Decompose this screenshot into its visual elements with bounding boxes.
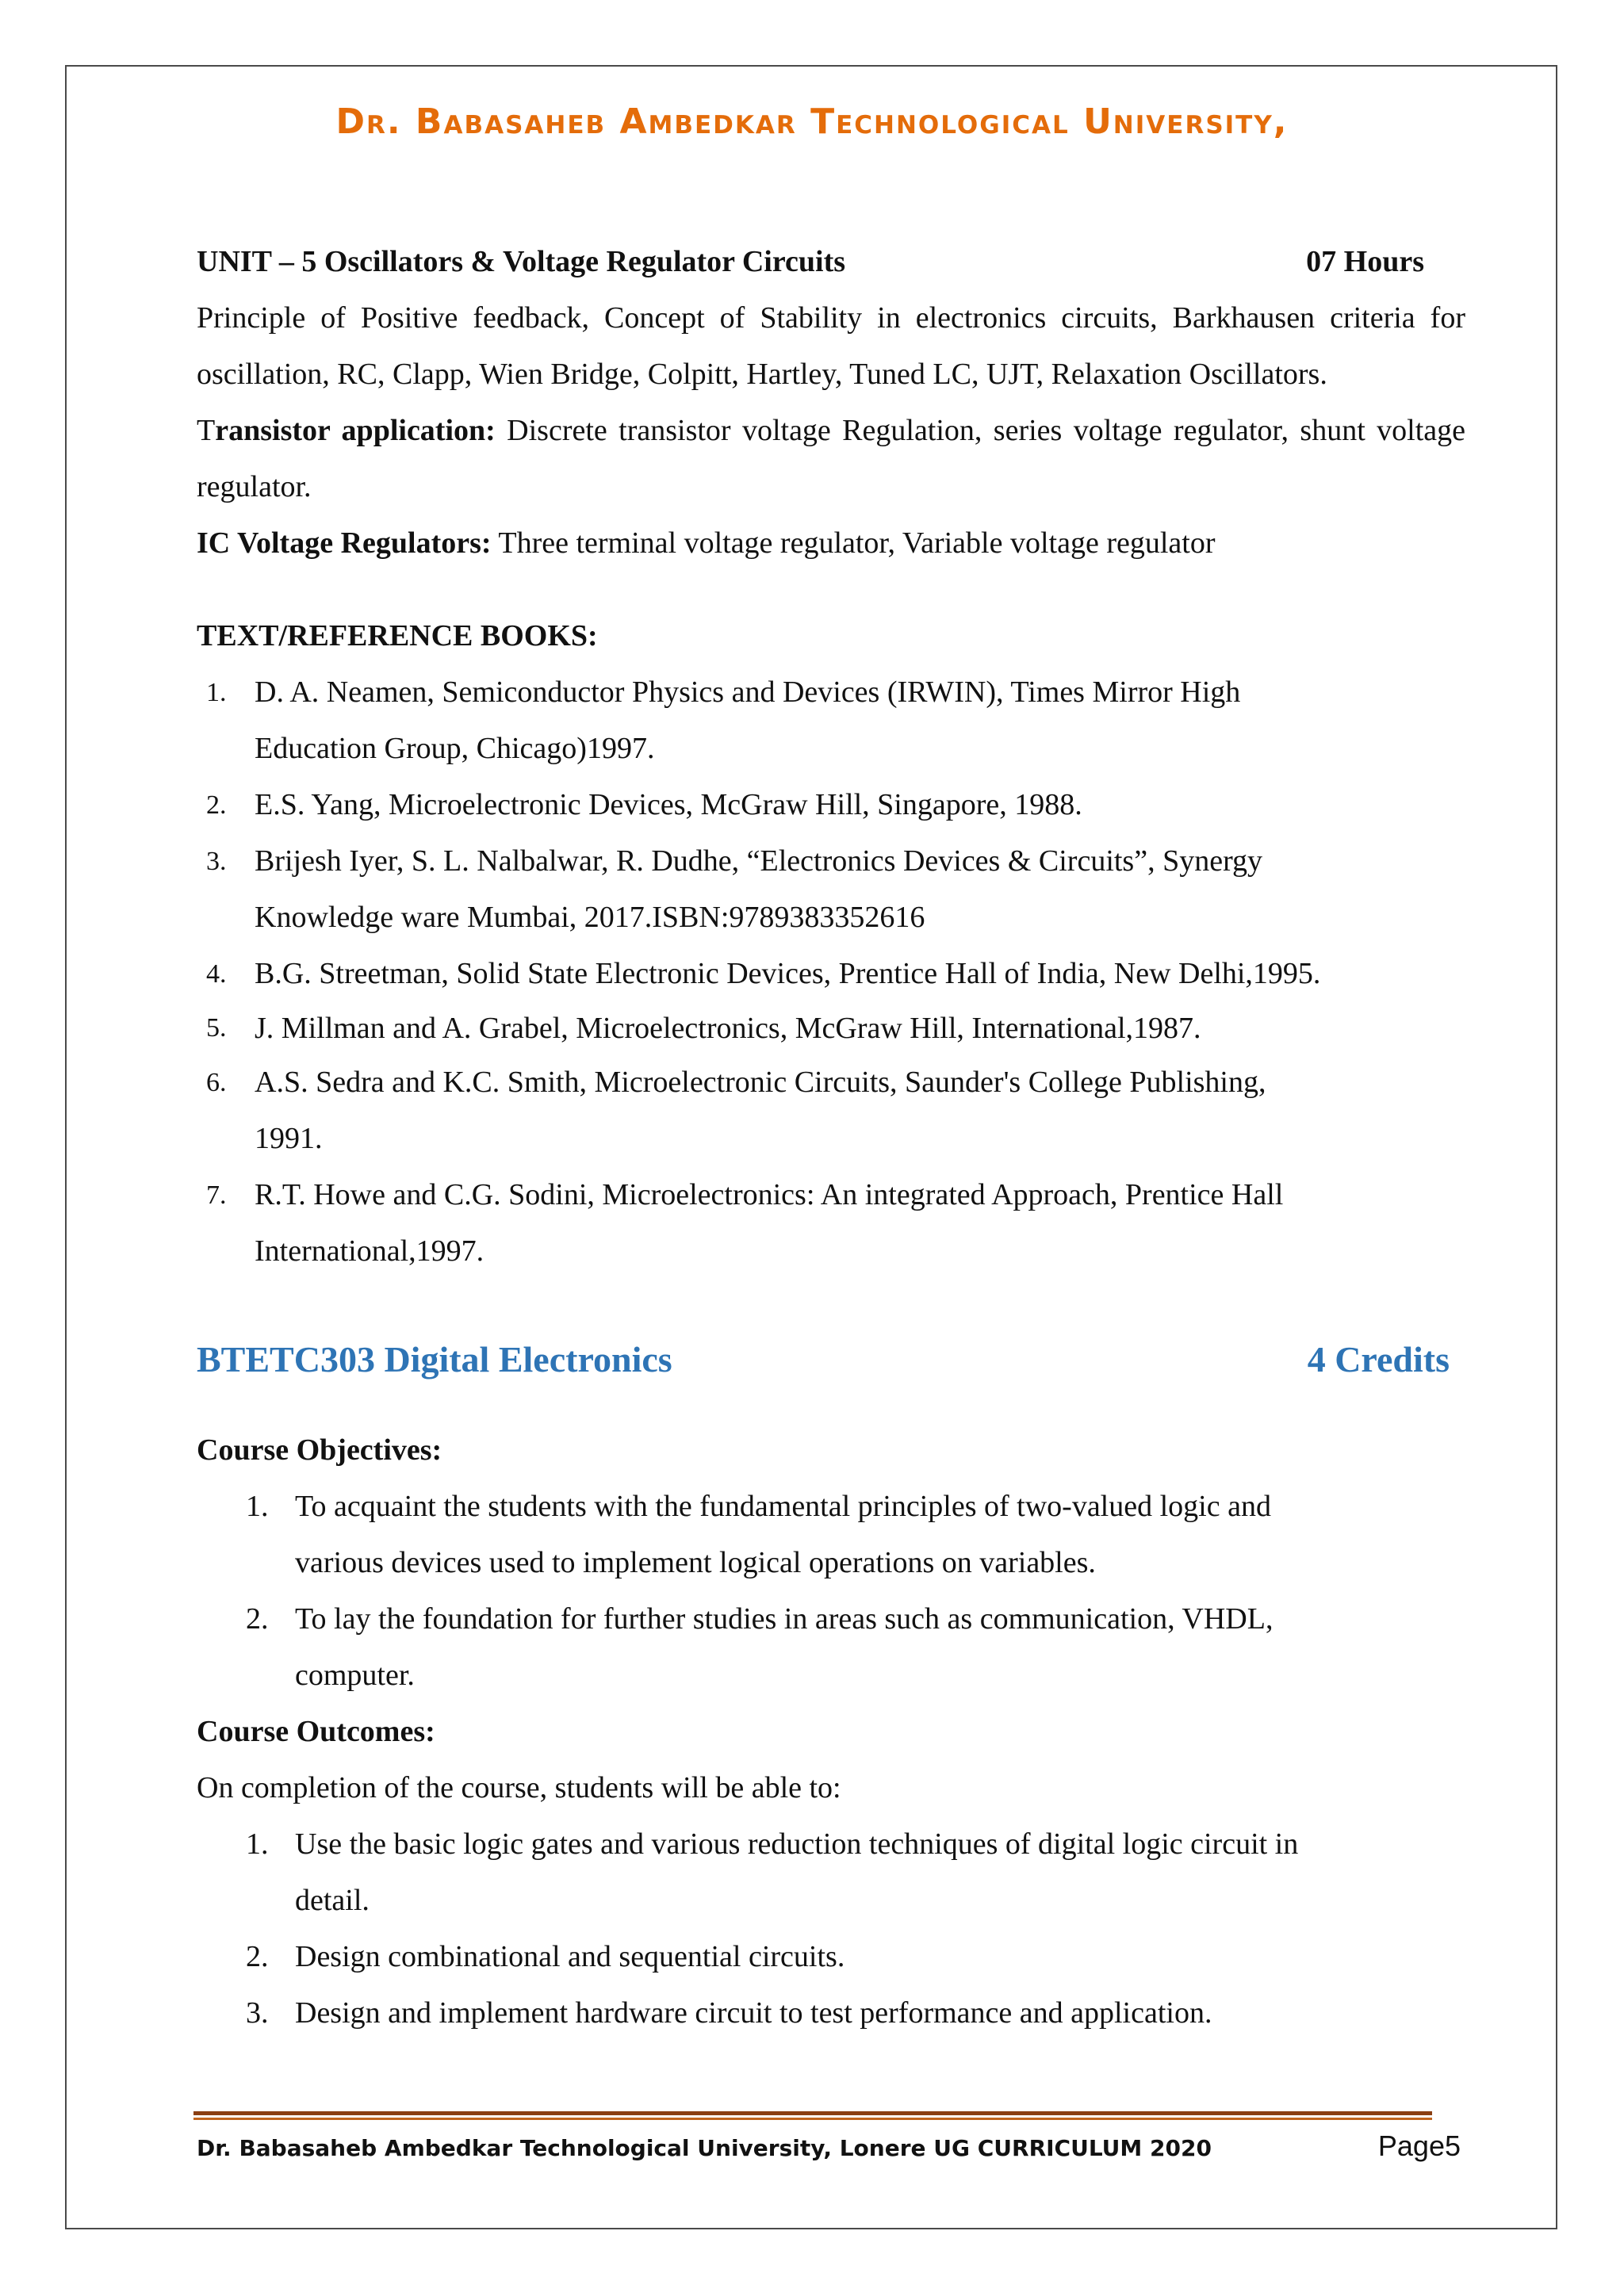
list-item <box>197 1167 1465 1280</box>
outcomes-heading: Course Outcomes: <box>197 1715 435 1748</box>
list-number: 3. <box>206 847 227 876</box>
list-item-line: D. A. Neamen, Semiconductor Physics and Devices (IRWIN), Times Mirror High <box>255 675 1241 709</box>
list-number: 4. <box>206 959 227 989</box>
unit5-body: Principle of Positive feedback, Concept of Stability in electronics circuits, Barkhausen criteria for oscillation, RC, Clapp, Wien Bridge, Colpitt, Hartley, Tuned LC, UJT, Relaxation Oscillators. <box>197 301 1465 391</box>
list-number: 7. <box>206 1181 227 1210</box>
list-item <box>197 777 1465 833</box>
list-item-line: R.T. Howe and C.G. Sodini, Microelectronics: An integrated Approach, Prentice Hall <box>255 1178 1284 1211</box>
list-item-line: Design combinational and sequential circuits. <box>295 1940 845 1973</box>
page-number: Page5 <box>1377 2130 1461 2162</box>
list-item-line: Brijesh Iyer, S. L. Nalbalwar, R. Dudhe, “Electronics Devices & Circuits”, Synergy <box>255 844 1263 878</box>
list-number: 1. <box>246 1827 269 1861</box>
outcomes-intro: On completion of the course, students will be able to: <box>197 1771 841 1804</box>
footer-rule <box>193 2111 1432 2115</box>
list-item <box>197 664 1465 777</box>
list-item <box>197 1929 1465 1985</box>
list-item-line: To acquaint the students with the fundamental principles of two-valued logic and <box>295 1490 1271 1523</box>
list-item <box>197 1002 1465 1054</box>
objectives-list <box>197 1479 1465 1704</box>
unit5-hours: 07 Hours <box>1306 245 1424 278</box>
list-number: 5. <box>206 1013 227 1043</box>
list-item-line: E.S. Yang, Microelectronic Devices, McGraw Hill, Singapore, 1988. <box>255 788 1082 821</box>
list-number: 2. <box>246 1602 269 1636</box>
footer-text: Dr. Babasaheb Ambedkar Technological University, Lonere UG CURRICULUM 2020 <box>197 2135 1212 2161</box>
list-item-line: International,1997. <box>255 1234 485 1268</box>
course-title: BTETC303 Digital Electronics <box>197 1339 672 1380</box>
ic-text: Three terminal voltage regulator, Variable voltage regulator <box>491 526 1216 560</box>
page-footer <box>197 2130 1465 2163</box>
list-item-line: 1991. <box>255 1122 323 1155</box>
course-credits: 4 Credits <box>1307 1339 1450 1380</box>
list-item-line: To lay the foundation for further studies in areas such as communication, VHDL, <box>295 1602 1274 1636</box>
list-item <box>197 1816 1465 1929</box>
list-item <box>197 833 1465 946</box>
list-item-line: Design and implement hardware circuit to test performance and application. <box>295 1996 1212 2030</box>
list-number: 6. <box>206 1068 227 1097</box>
page-content <box>197 234 1465 2042</box>
ic-regulators-paragraph <box>197 515 1465 572</box>
unit5-title: UNIT – 5 Oscillators & Voltage Regulator Circuits <box>197 245 846 278</box>
university-header: Dr. Babasaheb Ambedkar Technological University, <box>335 101 1289 142</box>
list-number: 1. <box>206 678 227 707</box>
list-item-line: computer. <box>295 1659 415 1692</box>
transistor-label: ransistor application: <box>215 414 496 447</box>
objectives-heading: Course Objectives: <box>197 1433 442 1467</box>
ic-label: IC Voltage Regulators: <box>197 526 492 560</box>
list-number: 2. <box>206 790 227 820</box>
list-item-line: Use the basic logic gates and various reduction techniques of digital logic circuit in <box>295 1827 1299 1861</box>
list-item-line: J. Millman and A. Grabel, Microelectronics, McGraw Hill, International,1987. <box>255 1012 1201 1045</box>
references-heading: TEXT/REFERENCE BOOKS: <box>197 619 598 652</box>
list-item <box>197 1985 1465 2042</box>
unit5-heading <box>197 234 1465 290</box>
outcomes-list <box>197 1816 1465 2042</box>
references-list <box>197 664 1465 1280</box>
list-number: 2. <box>246 1940 269 1973</box>
list-item-line: B.G. Streetman, Solid State Electronic Devices, Prentice Hall of India, New Delhi,1995. <box>255 957 1321 990</box>
list-number: 1. <box>246 1490 269 1523</box>
list-number: 3. <box>246 1996 269 2030</box>
list-item <box>197 1054 1465 1167</box>
course-heading <box>197 1329 1465 1391</box>
list-item <box>197 1591 1465 1704</box>
list-item <box>197 1479 1465 1591</box>
transistor-label-prefix: T <box>197 414 216 447</box>
list-item-line: A.S. Sedra and K.C. Smith, Microelectronic Circuits, Saunder's College Publishing, <box>255 1066 1266 1099</box>
list-item-line: detail. <box>295 1884 370 1917</box>
list-item-line: Knowledge ware Mumbai, 2017.ISBN:9789383352616 <box>255 901 925 934</box>
transistor-text: Discrete transistor voltage Regulation, series voltage regulator, shunt voltage regulator. <box>197 414 1465 503</box>
transistor-application-paragraph <box>197 403 1465 515</box>
footer-rule-thin <box>193 2118 1432 2120</box>
list-item-line: various devices used to implement logical operations on variables. <box>295 1546 1096 1579</box>
list-item-line: Education Group, Chicago)1997. <box>255 732 655 765</box>
list-item <box>197 946 1465 1002</box>
